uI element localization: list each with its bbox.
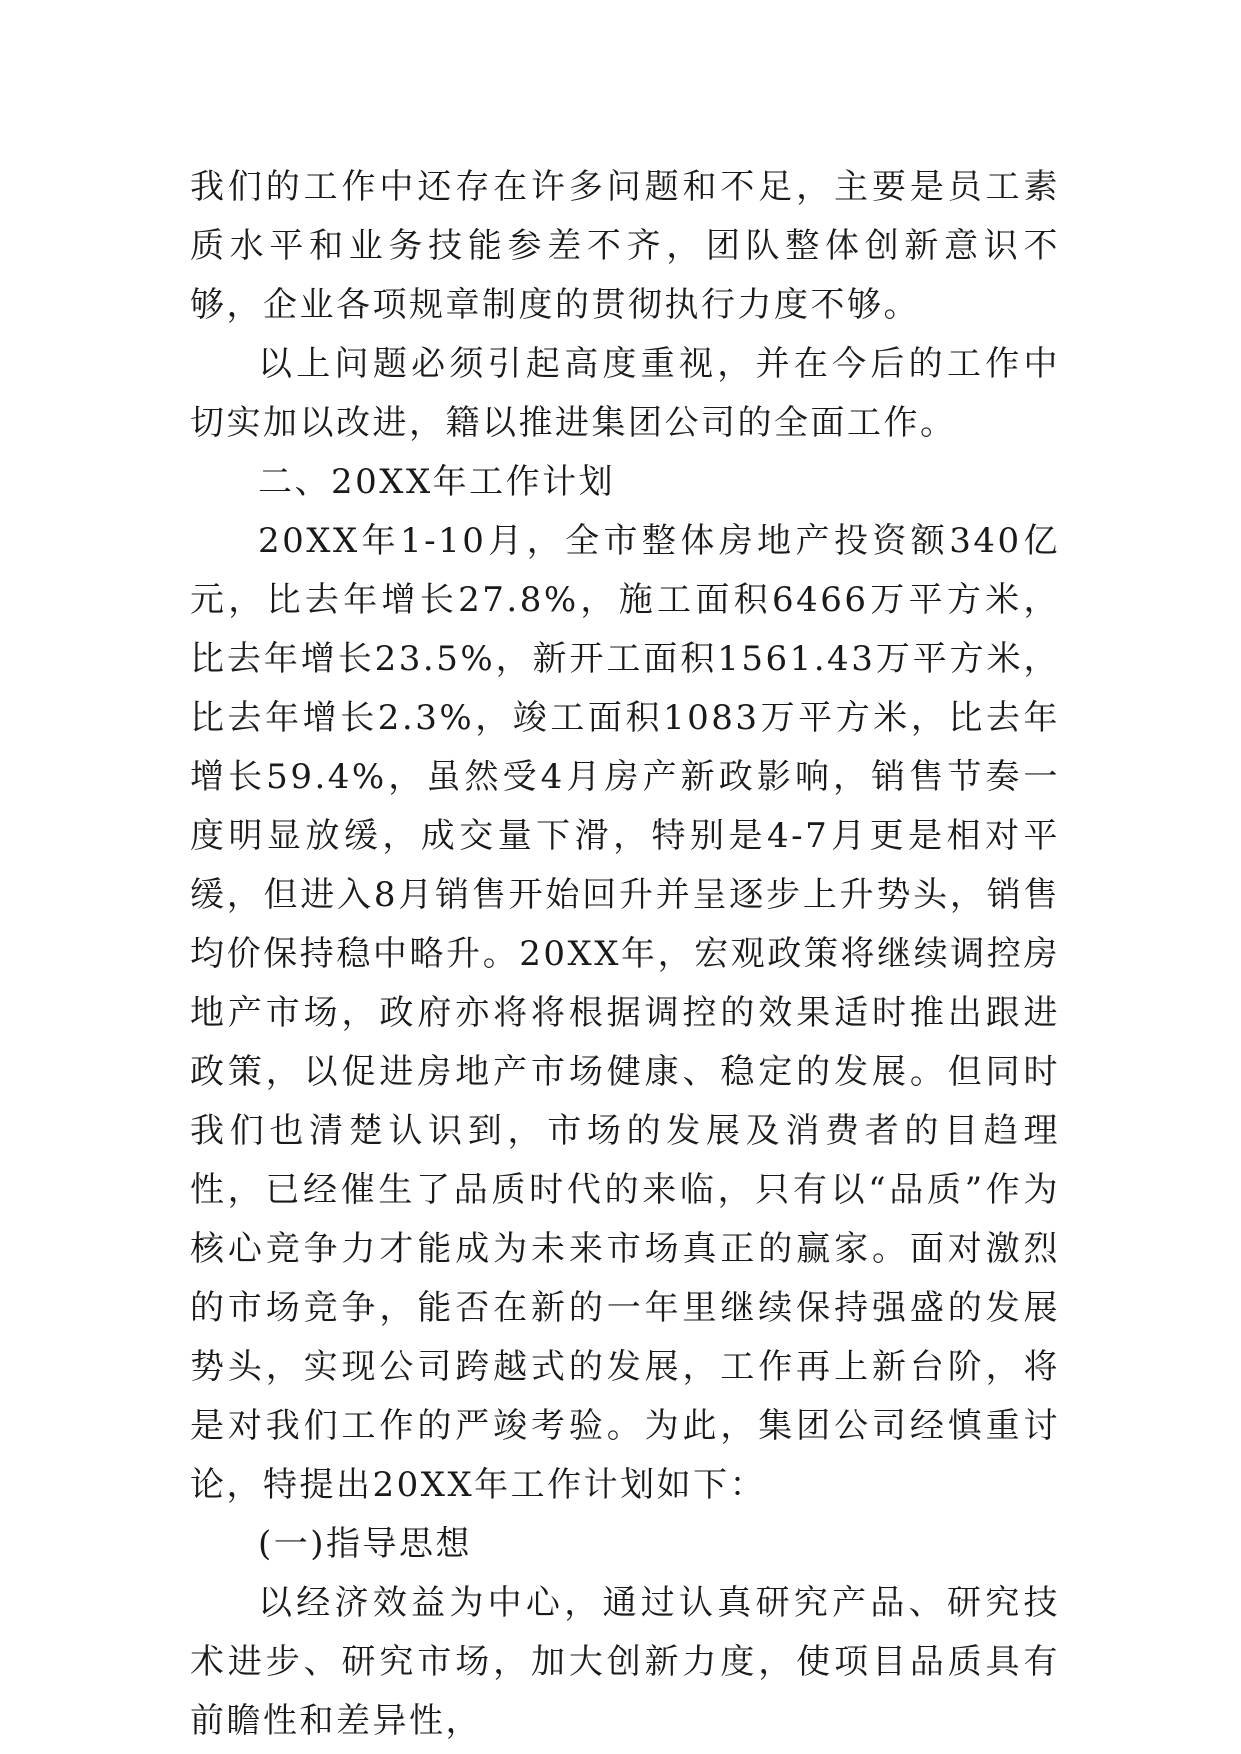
section-heading-work-plan: 二、20XX年工作计划 — [258, 462, 616, 502]
paragraph-improvement: 以上问题必须引起高度重视，并在今后的工作中切实加以改进，籍以推进集团公司的全面工作。 — [190, 344, 1060, 443]
document-body — [190, 158, 1060, 1751]
subsection-heading-guiding-ideology: (一)指导思想 — [258, 1524, 473, 1564]
paragraph-market-analysis: 20XX年1-10月，全市整体房地产投资额340亿元，比去年增长27.8%，施工面积6466万平方米，比去年增长23.5%，新开工面积1561.43万平方米，比去年增长2.3%，竣工面积1083万平方米，比去年增长59.4%，虽然受4月房产新政影响，销售节奏一度明显放缓，成交量下滑，特别是4-7月更是相对平缓，但进入8月销售开始回升并呈逐步上升势头，销售均价保持稳中略升。20XX年，宏观政策将继续调控房地产市场，政府亦将将根据调控的效果适时推出跟进政策，以促进房地产市场健康、稳定的发展。但同时我们也清楚认识到，市场的发展及消费者的目趋理性，已经催生了品质时代的来临，只有以“品质”作为核心竞争力才能成为未来市场真正的赢家。面对激烈的市场竞争，能否在新的一年里继续保持强盛的发展势头，实现公司跨越式的发展，工作再上新台阶，将是对我们工作的严竣考验。为此，集团公司经慎重讨论，特提出20XX年工作计划如下： — [190, 521, 1060, 1505]
paragraph-issues: 我们的工作中还存在许多问题和不足，主要是员工素质水平和业务技能参差不齐，团队整体创新意识不够，企业各项规章制度的贯彻执行力度不够。 — [190, 167, 1060, 325]
paragraph-guiding-ideology: 以经济效益为中心，通过认真研究产品、研究技术进步、研究市场，加大创新力度，使项目品质具有前瞻性和差异性， — [190, 1583, 1060, 1741]
